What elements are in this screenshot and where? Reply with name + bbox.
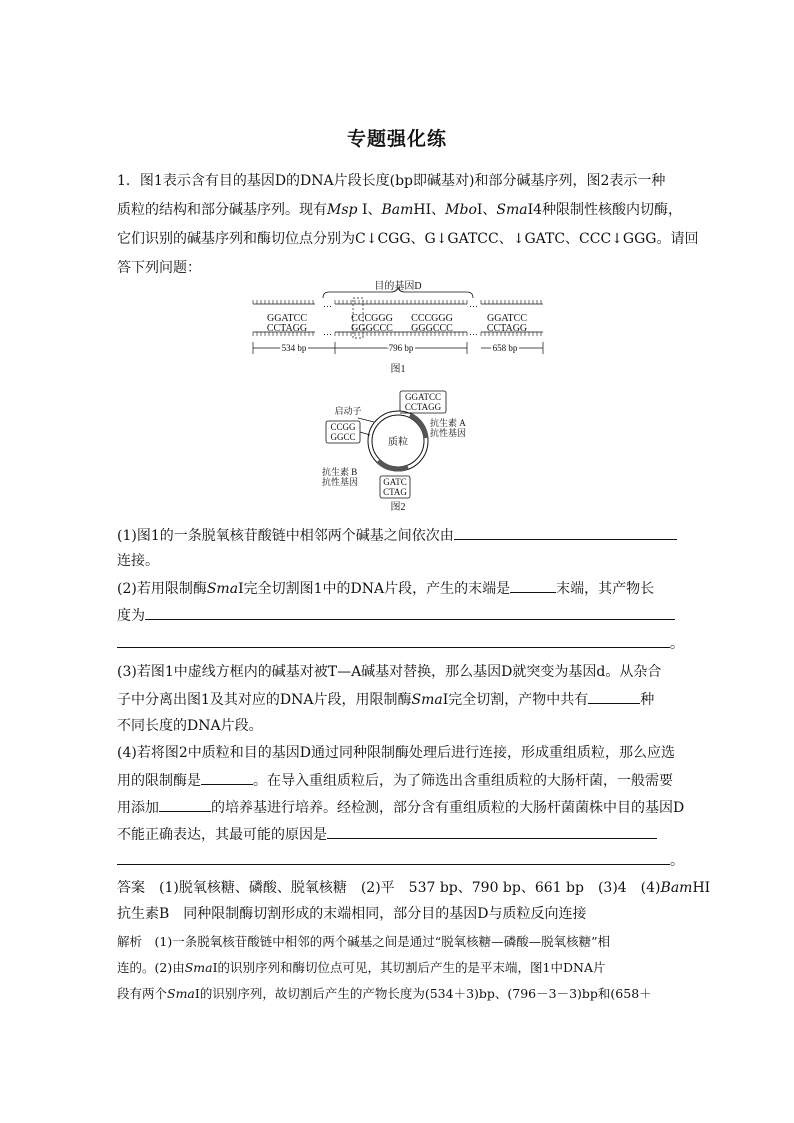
svg-text:GGATCC: GGATCC [486,313,528,324]
analysis-line-3: 段有两个SmaⅠ的识别序列，故切割后产生的产物长度为(534＋3)bp、(796－3－3)bp和(658＋ [117,986,652,1001]
svg-text:…: … [323,299,332,309]
figure-1-dna-diagram [245,278,555,378]
resistance-b-label-2: 抗性基因 [322,477,359,487]
q2-line-1: (2)若用限制酶SmaⅠ完全切割图1中的DNA片段，产生的末端是 末端，其产物长 [117,578,654,599]
svg-text:CCTAGG: CCTAGG [404,402,442,412]
svg-text:CTAG: CTAG [383,487,407,497]
q1-line-1: (1)图1的一条脱氧核苷酸链中相邻两个碱基之间依次由 [117,525,677,546]
analysis-line-1: 解析 (1)一条脱氧核苷酸链中相邻的两个碱基之间是通过“脱氧核糖—磷酸—脱氧核糖”相 [117,934,610,949]
q2-line-3: 。 [117,633,684,654]
resistance-a-label-1: 抗生素 A [430,418,466,428]
length-534: 534 bp [281,343,307,353]
question-line-4: 答下列问题： [117,260,201,276]
resistance-b-label-1: 抗生素 B [322,467,358,477]
gene-d-label: 目的基因D [374,281,422,292]
svg-text:CCCGGG: CCCGGG [351,313,393,324]
q1-line-2: 连接。 [117,553,159,569]
svg-text:…: … [469,327,478,337]
svg-text:CCTAGG: CCTAGG [486,323,528,334]
q4-line-1: (4)若将图2中质粒和目的基因D通过同种限制酶处理后进行连接，形成重组质粒，那么应选 [117,745,675,761]
svg-text:CCCGGG: CCCGGG [411,313,453,324]
svg-text:GGATCC: GGATCC [266,313,308,324]
length-658: 658 bp [492,343,518,353]
q4-line-5: 。 [117,850,684,871]
q2-line-2: 度为 [117,605,675,626]
svg-text:GGATCC: GGATCC [404,392,442,402]
analysis-line-2: 连的。(2)由SmaⅠ的识别序列和酶切位点可见，其切割后产生的是平末端，图1中DNA片 [117,960,606,975]
resistance-a-label-2: 抗性基因 [430,428,467,438]
q4-line-3: 用添加 的培养基进行培养。经检测，部分含有重组质粒的大肠杆菌菌株中目的基因D [117,797,684,818]
figure-2-caption: 图2 [390,502,406,513]
svg-text:…: … [469,299,478,309]
svg-text:GGGCCC: GGGCCC [351,323,393,334]
svg-text:GATC: GATC [383,477,407,487]
question-line-1: 1．图1表示含有目的基因D的DNA片段长度(bp即碱基对)和部分碱基序列，图2表示一种 [117,173,666,189]
q4-line-2: 用的限制酶是 。在导入重组质粒后，为了筛选出含重组质粒的大肠杆菌，一般需要 [117,770,673,791]
svg-text:…: … [323,327,332,337]
q3-line-1: (3)若图1中虚线方框内的碱基对被T—A碱基对替换，那么基因D就突变为基因d。从杂合 [117,664,662,680]
svg-text:CCGG: CCGG [330,422,356,432]
promoter-label: 启动子 [334,406,362,416]
length-796: 796 bp [388,343,414,353]
svg-text:GGCC: GGCC [330,432,356,442]
question-line-3: 它们识别的碱基序列和酶切位点分别为C↓CGG、G↓GATCC、↓GATC、CCC↓GGG。请回 [117,231,699,247]
q3-line-3: 不同长度的DNA片段。 [117,718,263,734]
answer-line-1: 答案 (1)脱氧核糖、磷酸、脱氧核糖 (2)平 537 bp、790 bp、661 bp (3)4 (4)BamHⅠ [117,880,711,896]
answer-line-2: 抗生素B 同种限制酶切割形成的末端相同，部分目的基因D与质粒反向连接 [117,906,587,922]
plasmid-label: 质粒 [388,437,408,448]
figure-1-caption: 图1 [390,364,406,375]
q3-line-2: 子中分离出图1及其对应的DNA片段，用限制酶SmaⅠ完全切割，产物中共有 种 [117,689,654,710]
question-line-2: 质粒的结构和部分碱基序列。现有Msp Ⅰ、BamHⅠ、MboⅠ、SmaⅠ4种限制性核酸内切酶， [117,202,683,218]
figure-2-plasmid-diagram [318,388,478,514]
page-title: 专题强化练 [346,128,447,150]
q4-line-4: 不能正确表达，其最可能的原因是 [117,824,657,845]
svg-text:CCTAGG: CCTAGG [266,323,308,334]
svg-text:GGGCCC: GGGCCC [411,323,453,334]
